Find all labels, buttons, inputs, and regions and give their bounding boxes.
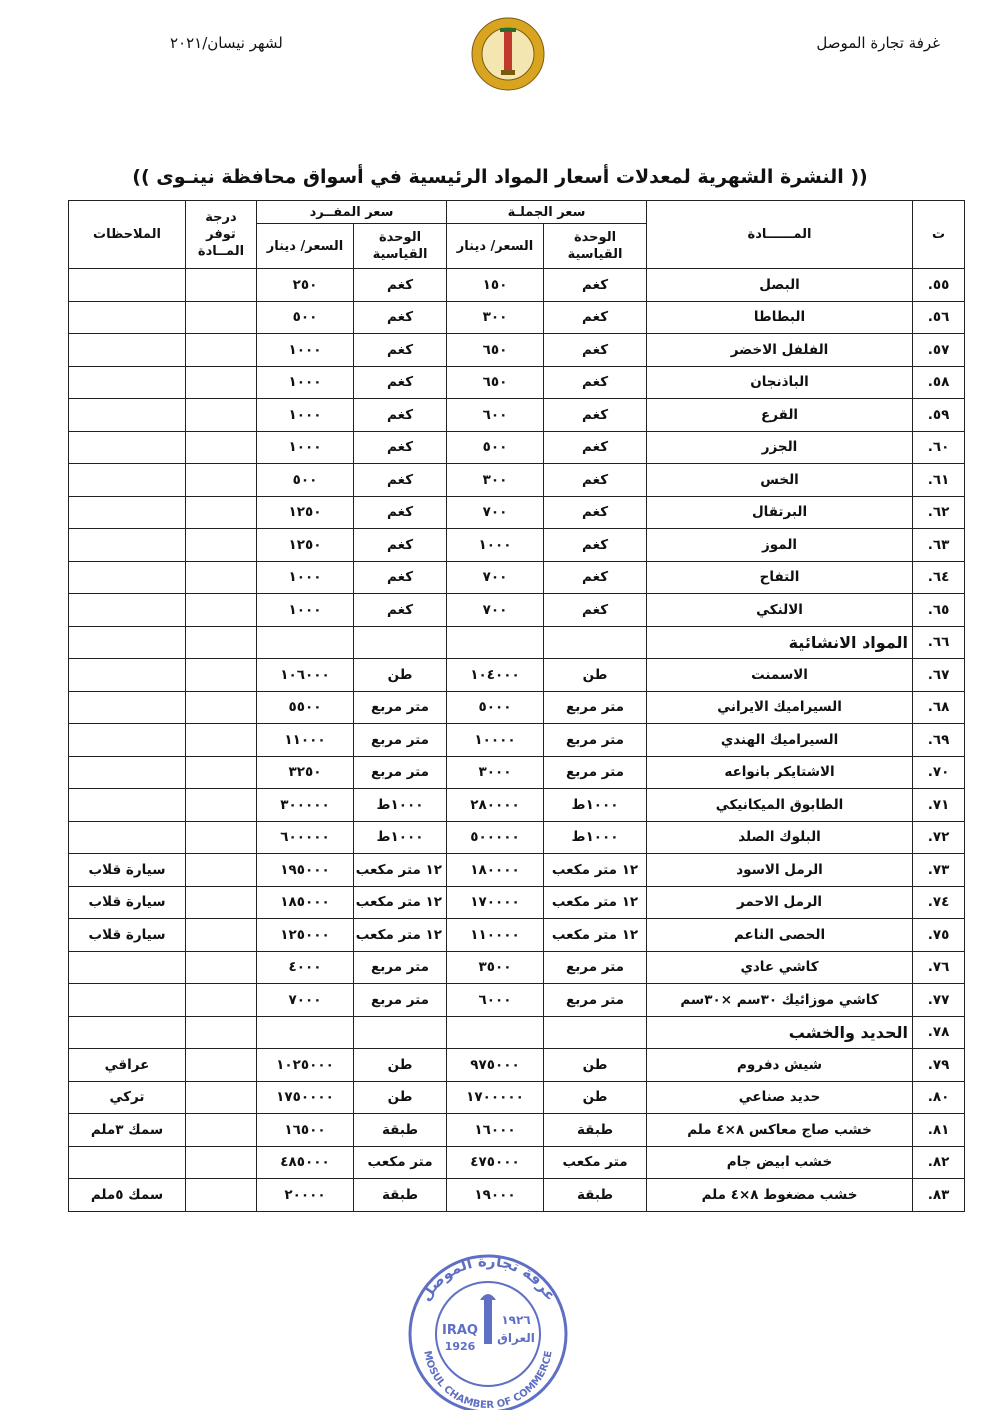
section-title: الحديد والخشب — [647, 1016, 913, 1049]
col-notes-header: الملاحظات — [69, 201, 186, 269]
wholesale-price: ٣٠٠ — [447, 301, 544, 334]
table-row — [69, 1114, 965, 1147]
availability-cell — [186, 919, 257, 952]
retail-unit: متر مربع — [354, 756, 447, 789]
empty-cell — [544, 626, 647, 659]
chamber-name: غرفة تجارة الموصل — [816, 34, 940, 52]
retail-unit: كغم — [354, 269, 447, 302]
item-name: خشب مضغوط ٨×٤ ملم — [647, 1179, 913, 1212]
stamp-arabic-name: غرفة تجارة الموصل — [416, 1251, 560, 1305]
notes-cell — [69, 984, 186, 1017]
availability-cell — [186, 301, 257, 334]
wholesale-unit: ١٠٠٠ط — [544, 821, 647, 854]
item-name: الباذنجان — [647, 366, 913, 399]
item-name: السيراميك الايراني — [647, 691, 913, 724]
row-number: ٨١. — [913, 1114, 965, 1147]
item-name: البطاطا — [647, 301, 913, 334]
row-number: ٦٨. — [913, 691, 965, 724]
wholesale-price: ١١٠٠٠٠ — [447, 919, 544, 952]
notes-cell: سيارة قلاب — [69, 886, 186, 919]
wholesale-unit: كغم — [544, 464, 647, 497]
row-number: ٦٩. — [913, 724, 965, 757]
row-number: ٧٢. — [913, 821, 965, 854]
item-name: الخس — [647, 464, 913, 497]
wholesale-unit: كغم — [544, 399, 647, 432]
empty-cell — [186, 626, 257, 659]
wholesale-unit: كغم — [544, 431, 647, 464]
retail-price: ١٧٥٠٠٠٠ — [257, 1081, 354, 1114]
row-number: ٧٩. — [913, 1049, 965, 1082]
section-row — [69, 626, 965, 659]
item-name: كاشي موزائيك ٣٠سم ×٣٠سم — [647, 984, 913, 1017]
wholesale-unit: كغم — [544, 269, 647, 302]
wholesale-price: ١٠٤٠٠٠ — [447, 659, 544, 692]
notes-cell: سمك ٥ملم — [69, 1179, 186, 1212]
retail-unit: كغم — [354, 366, 447, 399]
wholesale-price: ٣٠٠٠ — [447, 756, 544, 789]
retail-unit: طن — [354, 1049, 447, 1082]
empty-cell — [447, 626, 544, 659]
table-row — [69, 1146, 965, 1179]
notes-cell — [69, 659, 186, 692]
row-number: ٧٨. — [913, 1016, 965, 1049]
wholesale-price: ٣٠٠ — [447, 464, 544, 497]
report-month: لشهر نيسان/٢٠٢١ — [170, 34, 283, 52]
item-name: الرمل الاسود — [647, 854, 913, 887]
retail-price: ١٠٠٠ — [257, 334, 354, 367]
wholesale-unit: كغم — [544, 496, 647, 529]
page-title: (( النشرة الشهرية لمعدلات أسعار المواد الرئيسية في أسواق محافظة نينـوى )) — [132, 166, 868, 188]
notes-cell — [69, 594, 186, 627]
wholesale-price: ١٨٠٠٠٠ — [447, 854, 544, 887]
notes-cell — [69, 366, 186, 399]
item-name: القرع — [647, 399, 913, 432]
item-name: الجزر — [647, 431, 913, 464]
availability-cell — [186, 1179, 257, 1212]
item-name: الاسمنت — [647, 659, 913, 692]
retail-price: ١٢٥٠٠٠ — [257, 919, 354, 952]
wholesale-unit: متر مربع — [544, 984, 647, 1017]
availability-cell — [186, 1081, 257, 1114]
wholesale-price: ٩٧٥٠٠٠ — [447, 1049, 544, 1082]
empty-cell — [447, 1016, 544, 1049]
wholesale-unit: طبقة — [544, 1114, 647, 1147]
section-title: المواد الانشائية — [647, 626, 913, 659]
item-name: التفاح — [647, 561, 913, 594]
table-row — [69, 496, 965, 529]
wholesale-unit: ١٢ متر مكعب — [544, 854, 647, 887]
table-row — [69, 691, 965, 724]
row-number: ٦١. — [913, 464, 965, 497]
wholesale-price: ٧٠٠ — [447, 594, 544, 627]
row-number: ٧٣. — [913, 854, 965, 887]
wholesale-price: ٦٥٠ — [447, 334, 544, 367]
item-name: الالنكي — [647, 594, 913, 627]
retail-unit: كغم — [354, 529, 447, 562]
wholesale-price: ٦٠٠ — [447, 399, 544, 432]
retail-unit: كغم — [354, 464, 447, 497]
retail-unit: ١٠٠٠ط — [354, 821, 447, 854]
retail-unit: طن — [354, 1081, 447, 1114]
notes-cell — [69, 1146, 186, 1179]
table-row — [69, 301, 965, 334]
table-row — [69, 951, 965, 984]
col-availability-header: درجة توفر المــادة — [186, 201, 257, 269]
row-number: ٧٦. — [913, 951, 965, 984]
wholesale-unit: طن — [544, 1081, 647, 1114]
table-row — [69, 1179, 965, 1212]
table-row — [69, 789, 965, 822]
availability-cell — [186, 854, 257, 887]
availability-cell — [186, 496, 257, 529]
stamp-year-ar: ١٩٢٦ — [501, 1313, 531, 1327]
item-name: السيراميك الهندي — [647, 724, 913, 757]
notes-cell — [69, 269, 186, 302]
wholesale-unit: ١٠٠٠ط — [544, 789, 647, 822]
item-name: شيش دفروم — [647, 1049, 913, 1082]
retail-price: ١٠٢٥٠٠٠ — [257, 1049, 354, 1082]
wholesale-unit: متر مربع — [544, 756, 647, 789]
retail-price: ٥٥٠٠ — [257, 691, 354, 724]
wholesale-price: ١٠٠٠ — [447, 529, 544, 562]
notes-cell: سمك ٣ملم — [69, 1114, 186, 1147]
retail-price: ١٠٦٠٠٠ — [257, 659, 354, 692]
empty-cell — [69, 626, 186, 659]
notes-cell: سيارة قلاب — [69, 919, 186, 952]
availability-cell — [186, 886, 257, 919]
availability-cell — [186, 366, 257, 399]
empty-cell — [257, 626, 354, 659]
retail-unit: كغم — [354, 594, 447, 627]
table-row — [69, 334, 965, 367]
notes-cell: عراقي — [69, 1049, 186, 1082]
notes-cell — [69, 724, 186, 757]
retail-price: ٦٠٠٠٠٠ — [257, 821, 354, 854]
availability-cell — [186, 334, 257, 367]
row-number: ٧١. — [913, 789, 965, 822]
wholesale-unit: كغم — [544, 366, 647, 399]
row-number: ٥٧. — [913, 334, 965, 367]
retail-unit: كغم — [354, 561, 447, 594]
item-name: الحصى الناعم — [647, 919, 913, 952]
table-row — [69, 854, 965, 887]
wholesale-unit: ١٢ متر مكعب — [544, 886, 647, 919]
row-number: ٨٢. — [913, 1146, 965, 1179]
row-number: ٧٧. — [913, 984, 965, 1017]
notes-cell — [69, 789, 186, 822]
retail-price: ١٠٠٠ — [257, 366, 354, 399]
table-row — [69, 366, 965, 399]
notes-cell — [69, 496, 186, 529]
retail-price: ١٨٥٠٠٠ — [257, 886, 354, 919]
row-number: ٦٧. — [913, 659, 965, 692]
item-name: الطابوق الميكانيكي — [647, 789, 913, 822]
table-row — [69, 269, 965, 302]
table-row — [69, 529, 965, 562]
availability-cell — [186, 1146, 257, 1179]
wholesale-price: ٤٧٥٠٠٠ — [447, 1146, 544, 1179]
empty-cell — [69, 1016, 186, 1049]
wholesale-unit: متر مكعب — [544, 1146, 647, 1179]
wholesale-unit: طبقة — [544, 1179, 647, 1212]
wholesale-price: ١٧٠٠٠٠٠ — [447, 1081, 544, 1114]
wholesale-price: ٧٠٠ — [447, 561, 544, 594]
availability-cell — [186, 399, 257, 432]
availability-cell — [186, 269, 257, 302]
row-number: ٥٩. — [913, 399, 965, 432]
chamber-logo — [470, 16, 546, 92]
row-number: ٦٦. — [913, 626, 965, 659]
retail-price: ٤٨٥٠٠٠ — [257, 1146, 354, 1179]
col-wholesale-unit-header: الوحدة القياسية — [544, 224, 647, 269]
col-retail-header: سعر المفــرد — [257, 201, 447, 224]
notes-cell: تركي — [69, 1081, 186, 1114]
table-row — [69, 724, 965, 757]
retail-price: ١٠٠٠ — [257, 431, 354, 464]
stamp-country-en: IRAQ — [442, 1323, 478, 1338]
retail-price: ١٠٠٠ — [257, 561, 354, 594]
retail-unit: ١٠٠٠ط — [354, 789, 447, 822]
empty-cell — [257, 1016, 354, 1049]
row-number: ٨٣. — [913, 1179, 965, 1212]
retail-price: ١٠٠٠ — [257, 594, 354, 627]
table-row — [69, 431, 965, 464]
wholesale-unit: متر مربع — [544, 724, 647, 757]
wholesale-unit: كغم — [544, 561, 647, 594]
item-name: الفلفل الاخضر — [647, 334, 913, 367]
wholesale-price: ٧٠٠ — [447, 496, 544, 529]
retail-unit: طن — [354, 659, 447, 692]
empty-cell — [544, 1016, 647, 1049]
notes-cell — [69, 951, 186, 984]
retail-unit: متر مربع — [354, 691, 447, 724]
notes-cell — [69, 561, 186, 594]
row-number: ٦٢. — [913, 496, 965, 529]
retail-unit: كغم — [354, 301, 447, 334]
availability-cell — [186, 756, 257, 789]
retail-unit: متر مكعب — [354, 1146, 447, 1179]
table-row — [69, 756, 965, 789]
empty-cell — [354, 626, 447, 659]
table-row — [69, 399, 965, 432]
availability-cell — [186, 529, 257, 562]
retail-price: ٣٢٥٠ — [257, 756, 354, 789]
col-retail-price-header: السعر/ دينار — [257, 224, 354, 269]
wholesale-price: ٥٠٠٠٠٠ — [447, 821, 544, 854]
availability-cell — [186, 431, 257, 464]
wholesale-price: ٦٠٠٠ — [447, 984, 544, 1017]
price-table-body — [69, 269, 965, 1212]
availability-cell — [186, 951, 257, 984]
row-number: ٧٥. — [913, 919, 965, 952]
wholesale-price: ١٠٠٠٠ — [447, 724, 544, 757]
table-row — [69, 594, 965, 627]
availability-cell — [186, 789, 257, 822]
col-retail-unit-header: الوحدة القياسية — [354, 224, 447, 269]
retail-unit: ١٢ متر مكعب — [354, 919, 447, 952]
stamp-year-en: 1926 — [444, 1340, 476, 1353]
empty-cell — [354, 1016, 447, 1049]
retail-unit: متر مربع — [354, 984, 447, 1017]
retail-unit: طبقة — [354, 1179, 447, 1212]
notes-cell — [69, 301, 186, 334]
row-number: ٥٥. — [913, 269, 965, 302]
retail-unit: متر مربع — [354, 724, 447, 757]
availability-cell — [186, 561, 257, 594]
availability-cell — [186, 1049, 257, 1082]
retail-unit: كغم — [354, 431, 447, 464]
col-wholesale-price-header: السعر/ دينار — [447, 224, 544, 269]
table-row — [69, 561, 965, 594]
wholesale-price: ١٧٠٠٠٠ — [447, 886, 544, 919]
wholesale-unit: متر مربع — [544, 951, 647, 984]
retail-price: ٧٠٠٠ — [257, 984, 354, 1017]
retail-price: ٢٥٠ — [257, 269, 354, 302]
retail-unit: كغم — [354, 496, 447, 529]
retail-price: ١٠٠٠ — [257, 399, 354, 432]
row-number: ٦٤. — [913, 561, 965, 594]
table-row — [69, 919, 965, 952]
retail-unit: طبقة — [354, 1114, 447, 1147]
item-name: البرتقال — [647, 496, 913, 529]
item-name: الموز — [647, 529, 913, 562]
retail-price: ٢٠٠٠٠ — [257, 1179, 354, 1212]
table-row — [69, 659, 965, 692]
item-name: البلوك الصلد — [647, 821, 913, 854]
wholesale-unit: كغم — [544, 529, 647, 562]
availability-cell — [186, 659, 257, 692]
retail-price: ١٢٥٠ — [257, 529, 354, 562]
col-no-header: ت — [913, 201, 965, 269]
wholesale-price: ١٦٠٠٠ — [447, 1114, 544, 1147]
row-number: ٧٠. — [913, 756, 965, 789]
row-number: ٥٦. — [913, 301, 965, 334]
retail-unit: ١٢ متر مكعب — [354, 854, 447, 887]
availability-cell — [186, 594, 257, 627]
wholesale-price: ٣٥٠٠ — [447, 951, 544, 984]
retail-unit: كغم — [354, 334, 447, 367]
col-wholesale-header: سعر الجملـة — [447, 201, 647, 224]
section-row — [69, 1016, 965, 1049]
wholesale-unit: طن — [544, 659, 647, 692]
table-row — [69, 886, 965, 919]
row-number: ٥٨. — [913, 366, 965, 399]
item-name: الاشتايكر بانواعه — [647, 756, 913, 789]
availability-cell — [186, 691, 257, 724]
retail-price: ٥٠٠ — [257, 301, 354, 334]
notes-cell — [69, 821, 186, 854]
table-row — [69, 1081, 965, 1114]
item-name: كاشي عادي — [647, 951, 913, 984]
table-row — [69, 464, 965, 497]
wholesale-unit: كغم — [544, 334, 647, 367]
retail-price: ١٢٥٠ — [257, 496, 354, 529]
table-row — [69, 1049, 965, 1082]
row-number: ٧٤. — [913, 886, 965, 919]
item-name: البصل — [647, 269, 913, 302]
row-number: ٦٣. — [913, 529, 965, 562]
wholesale-unit: كغم — [544, 594, 647, 627]
wholesale-price: ١٥٠ — [447, 269, 544, 302]
retail-unit: كغم — [354, 399, 447, 432]
wholesale-price: ٦٥٠ — [447, 366, 544, 399]
item-name: الرمل الاحمر — [647, 886, 913, 919]
availability-cell — [186, 984, 257, 1017]
wholesale-price: ٥٠٠٠ — [447, 691, 544, 724]
retail-price: ١١٠٠٠ — [257, 724, 354, 757]
availability-cell — [186, 724, 257, 757]
item-name: خشب ابيض جام — [647, 1146, 913, 1179]
retail-price: ٤٠٠٠ — [257, 951, 354, 984]
item-name: خشب صاج معاكس ٨×٤ ملم — [647, 1114, 913, 1147]
availability-cell — [186, 1114, 257, 1147]
retail-price: ٣٠٠٠٠٠ — [257, 789, 354, 822]
notes-cell — [69, 431, 186, 464]
empty-cell — [186, 1016, 257, 1049]
notes-cell: سيارة قلاب — [69, 854, 186, 887]
notes-cell — [69, 691, 186, 724]
price-table — [68, 200, 965, 1212]
notes-cell — [69, 399, 186, 432]
stamp-english-name: MOSUL CHAMBER OF COMMERCE — [421, 1349, 555, 1410]
availability-cell — [186, 821, 257, 854]
stamp-country-ar: العراق — [497, 1331, 535, 1345]
wholesale-unit: طن — [544, 1049, 647, 1082]
retail-price: ١٩٥٠٠٠ — [257, 854, 354, 887]
col-item-header: المــــــادة — [647, 201, 913, 269]
notes-cell — [69, 334, 186, 367]
wholesale-price: ٥٠٠ — [447, 431, 544, 464]
notes-cell — [69, 756, 186, 789]
retail-unit: ١٢ متر مكعب — [354, 886, 447, 919]
availability-cell — [186, 464, 257, 497]
row-number: ٦٠. — [913, 431, 965, 464]
wholesale-price: ١٩٠٠٠ — [447, 1179, 544, 1212]
notes-cell — [69, 464, 186, 497]
wholesale-unit: ١٢ متر مكعب — [544, 919, 647, 952]
row-number: ٦٥. — [913, 594, 965, 627]
notes-cell — [69, 529, 186, 562]
wholesale-price: ٢٨٠٠٠٠ — [447, 789, 544, 822]
row-number: ٨٠. — [913, 1081, 965, 1114]
table-row — [69, 984, 965, 1017]
retail-unit: متر مربع — [354, 951, 447, 984]
retail-price: ١٦٥٠٠ — [257, 1114, 354, 1147]
wholesale-unit: متر مربع — [544, 691, 647, 724]
item-name: حديد صناعي — [647, 1081, 913, 1114]
wholesale-unit: كغم — [544, 301, 647, 334]
chamber-stamp — [398, 1248, 578, 1410]
retail-price: ٥٠٠ — [257, 464, 354, 497]
table-row — [69, 821, 965, 854]
